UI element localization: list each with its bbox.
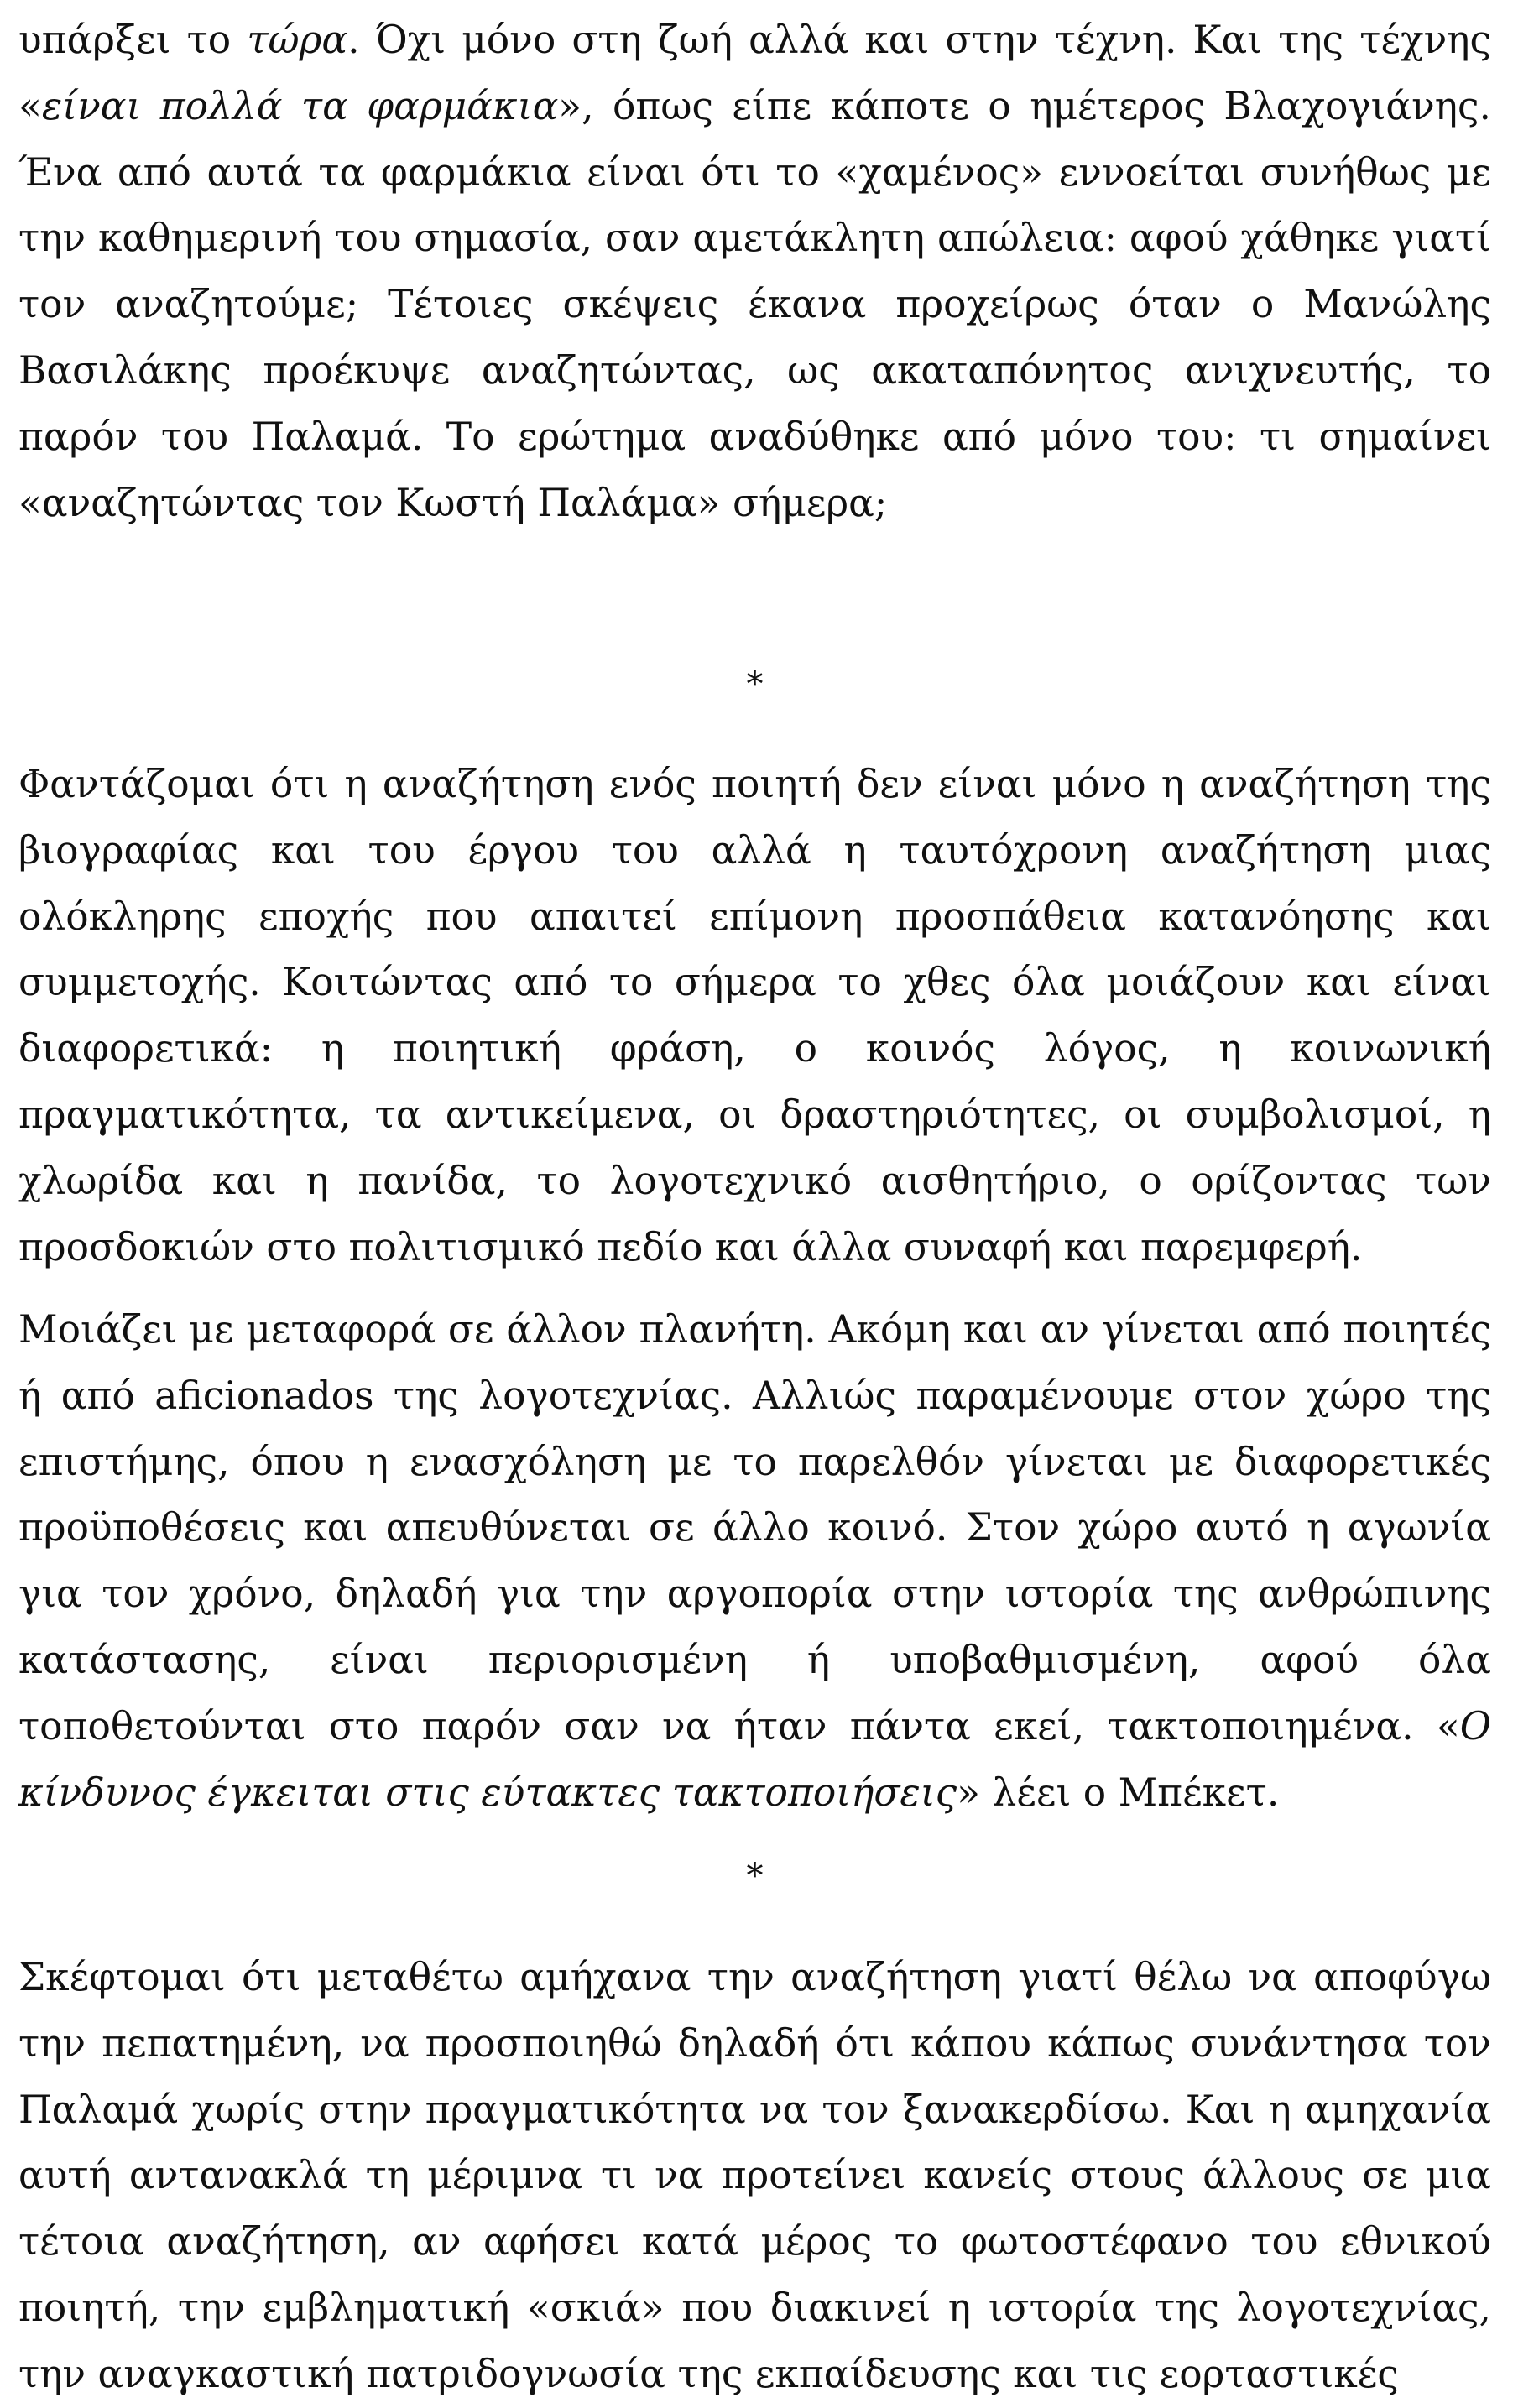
section-separator: * — [746, 1857, 764, 1895]
text-segment: υπάρξει το — [18, 18, 248, 62]
paragraph-4 — [18, 1945, 1491, 2408]
text-segment: » λέει ο Μπέκετ. — [957, 1770, 1280, 1815]
section-separator: * — [746, 665, 764, 704]
text-segment: Σκέφτομαι ότι μεταθέτω αμήχανα την αναζήτηση γιατί θέλω να αποφύγω την πεπατημένη, να προσποιηθώ δηλαδή ότι κάπου κάπως συνάντησα τον Παλαμά χωρίς στην πραγματικότητα να τον ξανακερδίσω. Και η αμηχανία αυτή αντανακλά τη μέριμνα τι να προτείνει κανείς στους άλλους σε μια τέτοια αναζήτηση, αν αφήσει κατά μέρος το φωτοστέφανο του εθνικού ποιητή, την εμβληματική «σκιά» που διακινεί η ιστορία της λογοτεχνίας, την αναγκαστική πατριδογνωσία της εκπαίδευσης και τις εορταστικές — [18, 1955, 1491, 2396]
italic-segment: είναι πολλά τα φαρμάκια — [41, 83, 559, 128]
text-segment: », όπως είπε κάποτε ο ημέτερος Βλαχογιάνης. Ένα από αυτά τα φαρμάκια είναι ότι το «χαμένος» εννοείται συνήθως με την καθημερινή του σημασία, σαν αμετάκλητη απώλεια: αφού χάθηκε γιατί τον αναζητούμε; Τέτοιες σκέψεις έκανα προχείρως όταν ο Μανώλης Βασιλάκης προέκυψε αναζητώντας, ως ακαταπόνητος ανιχνευτής, το παρόν του Παλαμά. Το ερώτημα αναδύθηκε από μόνο του: τι σημαίνει «αναζητώντας τον Κωστή Παλάμα» σήμερα; — [18, 83, 1491, 525]
text-segment: Μοιάζει με μεταφορά σε άλλον πλανήτη. Ακόμη και αν γίνεται από ποιητές ή από aficionados της λογοτεχνίας. Αλλιώς παραμένουμε στον χώρο της επιστήμης, όπου η ενασχόληση με το παρελθόν γίνεται με διαφορετικές προϋποθέσεις και απευθύνεται σε άλλο κοινό. Στον χώρο αυτό η αγωνία για τον χρόνο, δηλαδή για την αργοπορία στην ιστορία της ανθρώπινης κατάστασης, είναι περιορισμένη ή υποβαθμισμένη, αφού όλα τοποθετούνται στο παρόν σαν να ήταν πάντα εκεί, τακτοποιημένα. « — [18, 1307, 1491, 1749]
text-segment: . Όχι μόνο στη ζωή αλλά και στην τέχνη. Και της τέχνης « — [18, 18, 1491, 128]
paragraph-2 — [18, 752, 1491, 1280]
paragraph-1 — [18, 8, 1491, 536]
text-segment: Φαντάζομαι ότι η αναζήτηση ενός ποιητή δεν είναι μόνο η αναζήτηση της βιογραφίας και του έργου του αλλά η ταυτόχρονη αναζήτηση μιας ολόκληρης εποχής που απαιτεί επίμονη προσπάθεια κατανόησης και συμμετοχής. Κοιτώντας από το σήμερα το χθες όλα μοιάζουν και είναι διαφορετικά: η ποιητική φράση, ο κοινός λόγος, η κοινωνική πραγματικότητα, τα αντικείμενα, οι δραστηριότητες, οι συμβολισμοί, η χλωρίδα και η πανίδα, το λογοτεχνικό αισθητήριο, ο ορίζοντας των προσδοκιών στο πολιτισμικό πεδίο και άλλα συναφή και παρεμφερή. — [18, 762, 1491, 1269]
italic-segment: Ο κίνδυνος έγκειται στις εύτακτες τακτοποιήσεις — [18, 1703, 1491, 1815]
italic-segment: τώρα — [247, 18, 348, 62]
paragraph-3 — [18, 1297, 1491, 1826]
